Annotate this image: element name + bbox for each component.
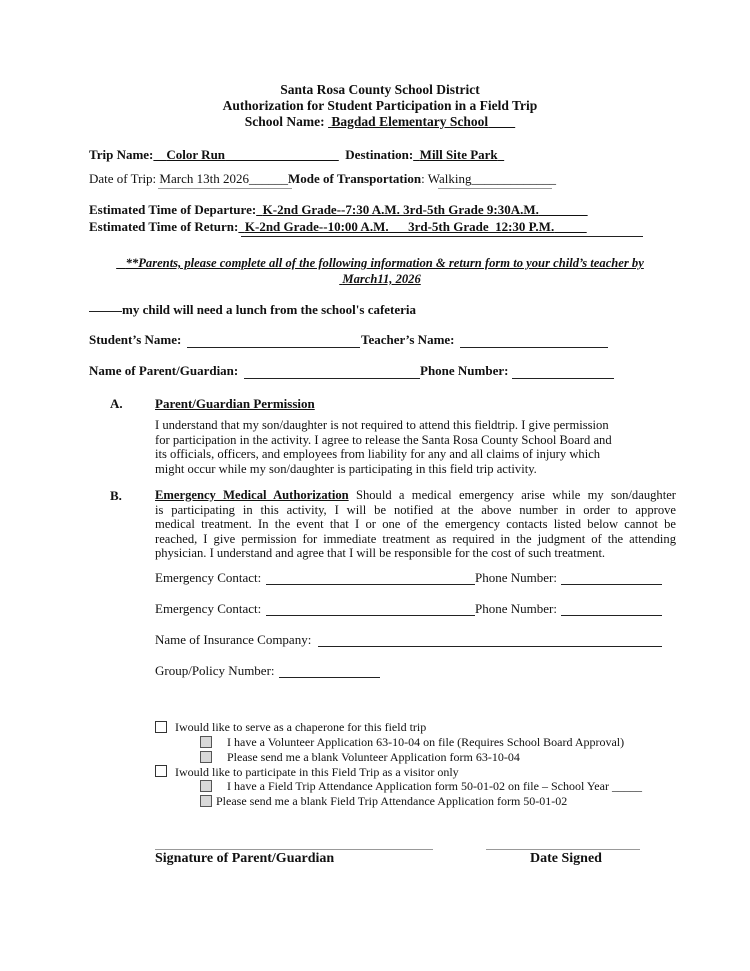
section-b-line: medical treatment. In the event that I or one of the emergency contacts listed below cannot be: [155, 517, 676, 531]
volunteer-on-file-label: I have a Volunteer Application 63-10-04 on file (Requires School Board Approval): [227, 735, 625, 749]
destination-label: Destination:: [345, 147, 414, 162]
insurance-label: Name of Insurance Company:: [155, 632, 312, 647]
parent-signature-label: Signature of Parent/Guardian: [155, 851, 335, 866]
trip-name-value: Color Run: [166, 147, 226, 162]
parent-signature-line[interactable]: [155, 849, 433, 850]
return-underline: [241, 236, 643, 237]
school-name-row: [0, 114, 750, 130]
section-b-line: physician. I understand and agree that I will be responsible for the cost of such treatment.: [155, 546, 606, 560]
date-value: March 13th 2026: [159, 171, 249, 186]
section-b-title: Emergency Medical Authorization: [155, 488, 349, 502]
emergency-phone-2-field[interactable]: [561, 615, 662, 616]
teacher-name-field[interactable]: [460, 347, 608, 348]
school-name-value: Bagdad Elementary School: [331, 114, 489, 129]
section-a-title: Parent/Guardian Permission: [155, 396, 315, 411]
trip-name-label: Trip Name:: [89, 147, 154, 162]
date-signed-label: Date Signed: [530, 851, 602, 866]
section-a-line: I understand that my son/daughter is not required to attend this fieldtrip. I give permission: [155, 418, 609, 432]
trip-name-row: [89, 147, 504, 163]
volunteer-send-checkbox[interactable]: [200, 751, 212, 763]
parent-name-label: Name of Parent/Guardian:: [89, 363, 239, 378]
notice-line-1: **Parents, please complete all of the following information & return form to your child’s teacher by: [125, 256, 644, 270]
departure-row: [89, 202, 588, 218]
return-value: K-2nd Grade--10:00 A.M.___3rd-5th Grade_12:30 P.M.: [244, 219, 555, 234]
attendance-send-checkbox[interactable]: [200, 795, 212, 807]
emergency-phone-1-field[interactable]: [561, 584, 662, 585]
transport-value: : Walking: [421, 171, 472, 186]
phone-label: Phone Number:: [420, 363, 509, 378]
return-label: Estimated Time of Return:: [89, 219, 239, 234]
lunch-row: [89, 302, 416, 318]
date-underline: [158, 188, 292, 189]
visitor-checkbox[interactable]: [155, 765, 167, 777]
departure-value: K-2nd Grade--7:30 A.M. 3rd-5th Grade 9:30A.M.: [262, 202, 539, 217]
policy-label: Group/Policy Number:: [155, 663, 275, 678]
phone-field[interactable]: [512, 378, 614, 379]
section-a-line: might occur while my son/daughter is participating in this field trip activity.: [155, 461, 537, 476]
date-row: Date of Trip: March 13th 2026______Mode of Transportation: Walking_____________: [89, 171, 556, 186]
emergency-phone-1-label: Phone Number:: [475, 570, 557, 585]
section-b-letter: B.: [110, 488, 122, 503]
teacher-name-label: Teacher’s Name:: [361, 332, 455, 347]
date-signed-line[interactable]: [486, 849, 640, 850]
emergency-contact-2-field[interactable]: [266, 615, 475, 616]
section-b-body: [155, 488, 676, 561]
district-name: Santa Rosa County School District: [280, 82, 480, 97]
lunch-text: my child will need a lunch from the school's cafeteria: [122, 302, 417, 317]
school-name-label: School Name:: [244, 114, 325, 129]
section-a-letter: A.: [110, 396, 123, 411]
emergency-contact-1-field[interactable]: [266, 584, 475, 585]
attendance-on-file-checkbox[interactable]: [200, 780, 212, 792]
departure-label: Estimated Time of Departure:: [89, 202, 257, 217]
attendance-send-label: Please send me a blank Field Trip Attendance Application form 50-01-02: [216, 794, 568, 808]
section-b-line: is participating in this activity, I will be notified at the above number in order to approve: [155, 502, 676, 517]
emergency-contact-1-label: Emergency Contact:: [155, 570, 262, 585]
transport-underline: [438, 188, 552, 189]
notice-line-2: March11, 2026: [342, 272, 421, 286]
date-label: Date of Trip:: [89, 171, 157, 186]
lunch-blank[interactable]: [89, 311, 122, 312]
emergency-phone-2-label: Phone Number:: [475, 601, 557, 616]
student-name-label: Student’s Name:: [89, 332, 182, 347]
section-b-first-line: Emergency Medical Authorization Should a medical emergency arise while my son/daughter: [155, 488, 676, 502]
policy-field[interactable]: [279, 677, 380, 678]
student-name-field[interactable]: [187, 347, 360, 348]
destination-value: Mill Site Park: [419, 147, 498, 162]
volunteer-on-file-checkbox[interactable]: [200, 736, 212, 748]
visitor-label: Iwould like to participate in this Field Trip as a visitor only: [175, 765, 459, 779]
transport-label: Mode of Transportation: [287, 171, 422, 186]
section-a-body: [155, 418, 675, 476]
emergency-contact-2-label: Emergency Contact:: [155, 601, 262, 616]
chaperone-label: Iwould like to serve as a chaperone for this field trip: [175, 720, 427, 734]
insurance-field[interactable]: [318, 646, 662, 647]
section-b-line: reached, I give permission for immediate treatment as required in the judgment of the attending: [155, 531, 676, 546]
parent-name-field[interactable]: [244, 378, 420, 379]
form-title: Authorization for Student Participation in a Field Trip: [222, 98, 538, 113]
attendance-on-file-label: I have a Field Trip Attendance Application form 50-01-02 on file – School Year _____: [227, 779, 642, 793]
section-a-line: for participation in the activity. I agree to release the Santa Rosa County School Board and: [155, 432, 612, 447]
return-row: [89, 219, 587, 235]
chaperone-checkbox[interactable]: [155, 721, 167, 733]
section-a-line: its officials, officers, and employees from liability for any and all claims of injury which: [155, 447, 601, 461]
volunteer-send-label: Please send me a blank Volunteer Application form 63-10-04: [227, 750, 520, 764]
